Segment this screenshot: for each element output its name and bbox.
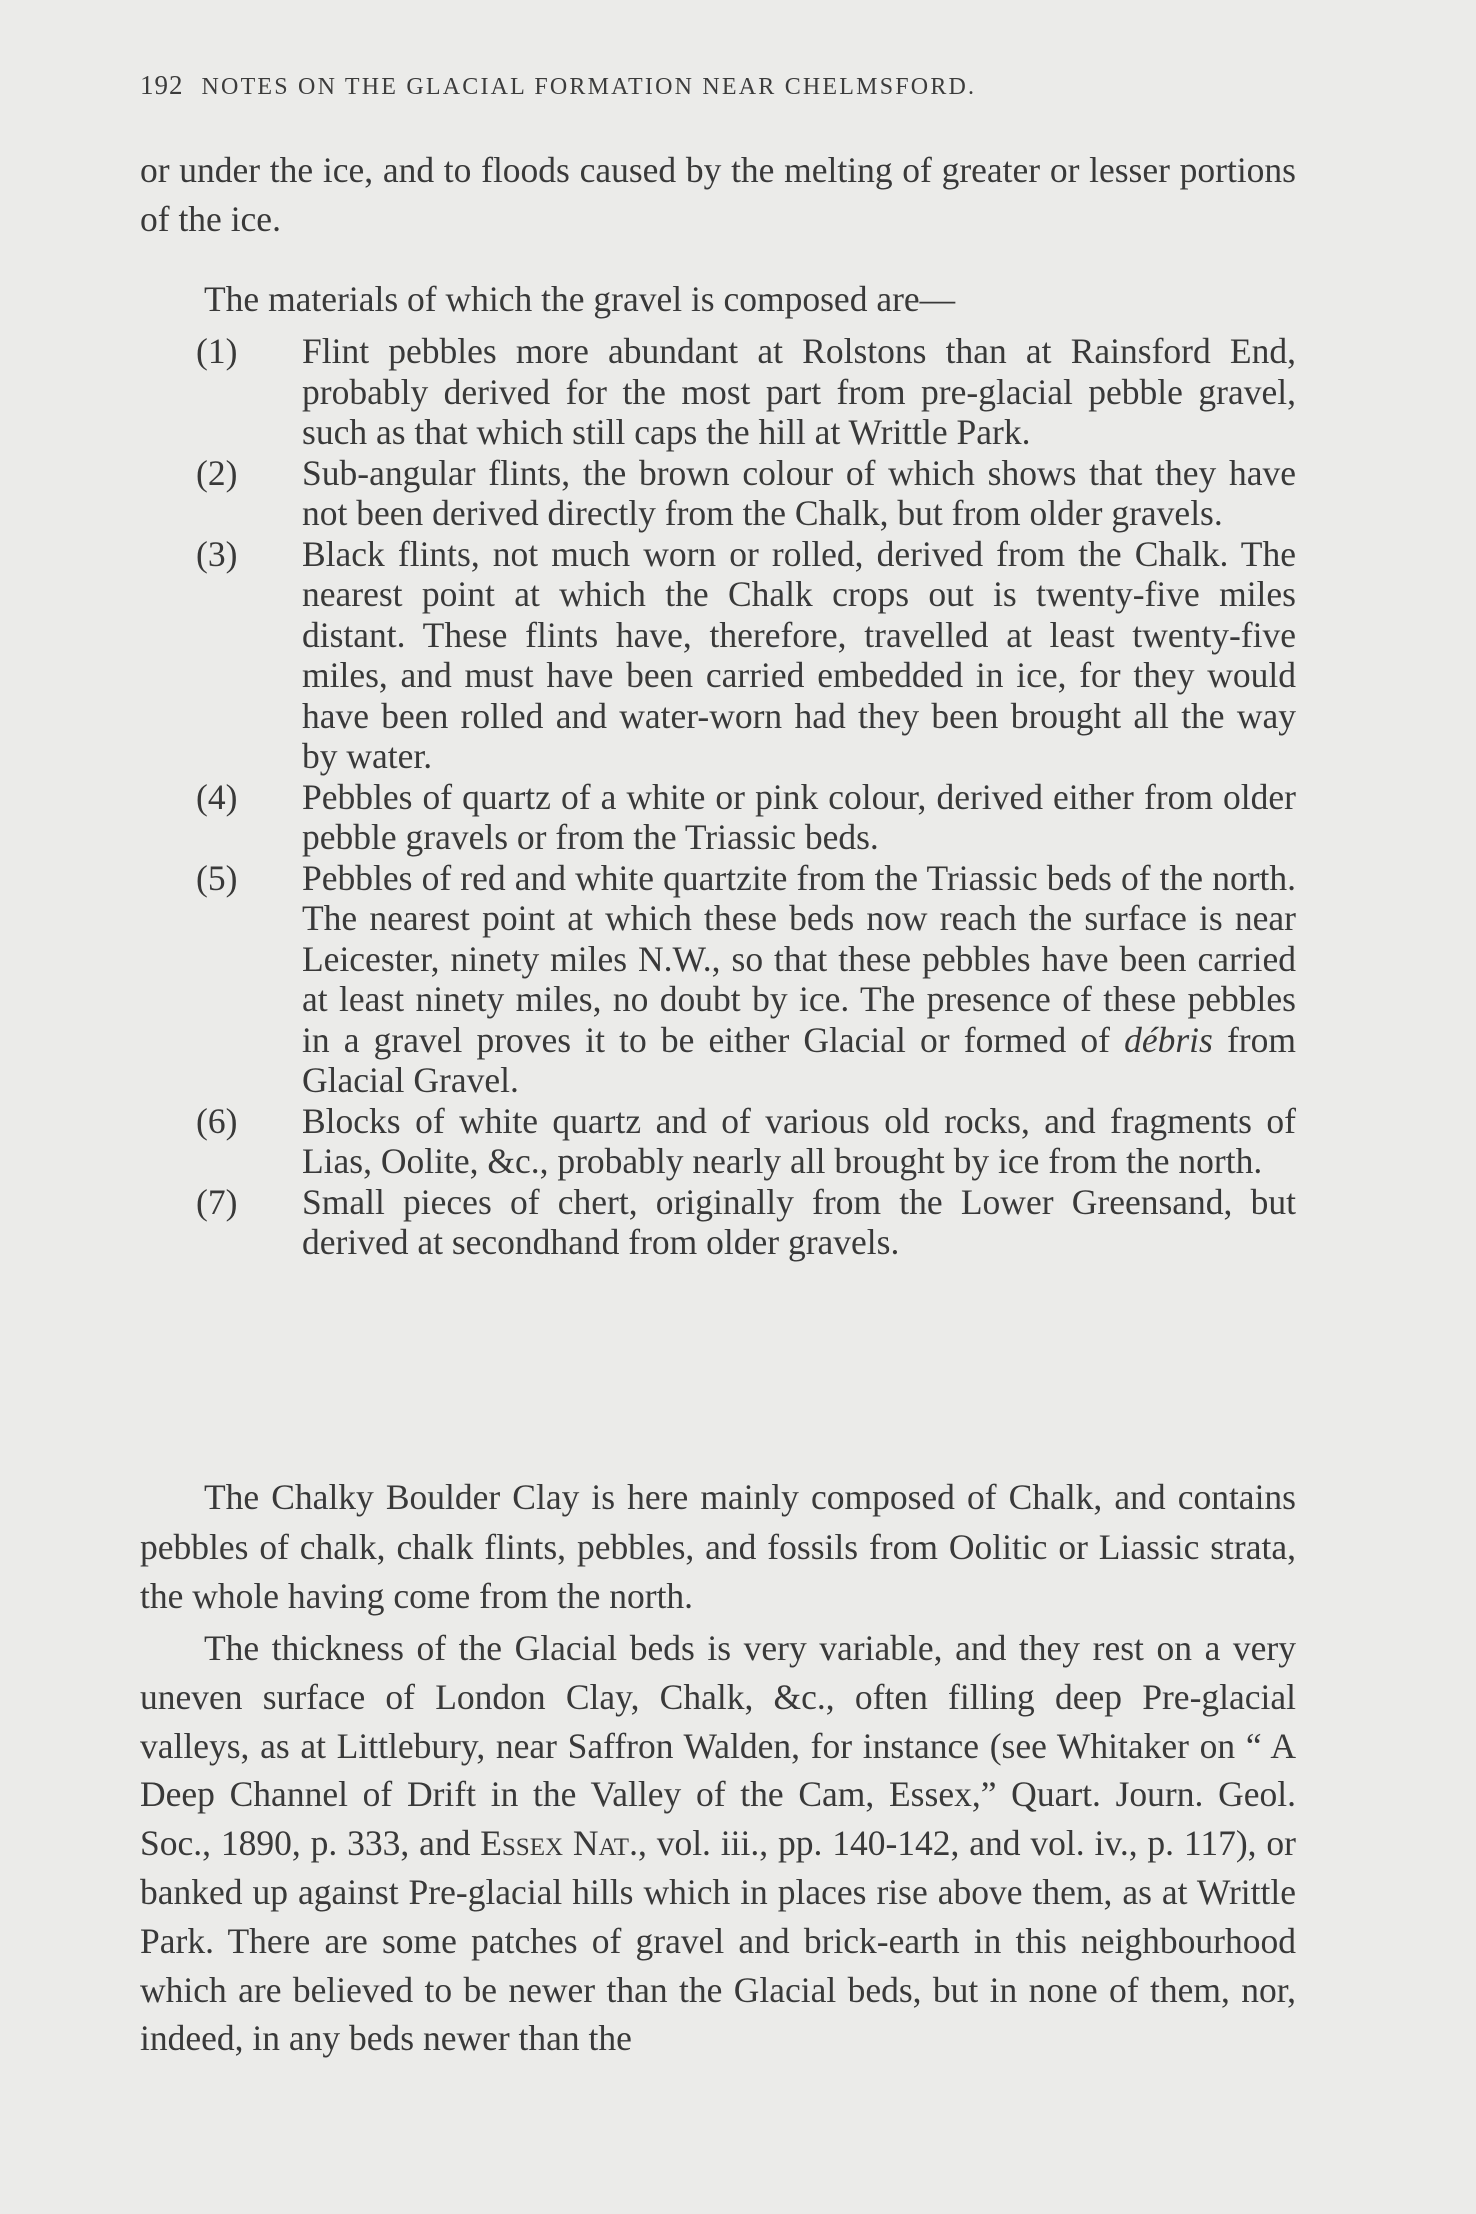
list-item-text-part: Pebbles of red and white quartzite from the Triassic beds of the north. The nearest point at which these beds now reach the surface is near Leicester, ninety miles N.W., so that these pebbles have been carried at least ninety miles, no doubt by ice. The presence of these pebbles in a gravel proves it to be either Glacial or formed of — [302, 857, 1296, 1060]
list-item-text: Small pieces of chert, originally from the Lower Greensand, but derived at secondhand from older gravels. — [302, 1181, 1296, 1262]
list-item — [140, 777, 1296, 858]
list-item — [140, 1182, 1296, 1263]
running-head-title: NOTES ON THE GLACIAL FORMATION NEAR CHELMSFORD. — [201, 74, 977, 100]
paragraph-text-part: , vol. iii., pp. 140-142, and vol. iv., p. 117), or banked up against Pre-glacial hills which in places rise above them, as at Writtle Park. There are some patches of gravel and brick-earth in this neighbourhood which are believed to be newer than the Glacial beds, but in none of them, nor, indeed, in any beds newer than the — [140, 1823, 1296, 2059]
materials-list — [140, 331, 1296, 1263]
list-item — [140, 1101, 1296, 1182]
italic-word: débris — [1124, 1019, 1213, 1060]
paragraph-text-part: The thickness of the Glacial beds is very variable, and they rest on a very uneven surface of London Clay, Chalk, &c., often filling deep Pre-glacial valleys, as at Littlebury, near Saffron Walden, for instance (see Whitaker on “ A Deep Channel of Drift in the Valley of the Cam, Essex,” Quart. Journ. Geol. Soc., 1890, p. 333, and — [140, 1628, 1296, 1864]
paragraph-continued: or under the ice, and to floods caused by the melting of greater or lesser portions of the ice. — [140, 150, 1296, 239]
list-item — [140, 331, 1296, 453]
paragraph-thickness — [140, 1624, 1296, 2063]
list-item-number: (3) — [196, 533, 238, 574]
journal-name: Essex Nat. — [480, 1823, 638, 1864]
list-item-number: (7) — [196, 1181, 238, 1222]
list-item-number: (4) — [196, 776, 238, 817]
running-head — [140, 70, 1300, 101]
list-item-text: Flint pebbles more abundant at Rolstons than at Rainsford End, probably derived for the most part from pre-glacial pebble gravel, such as that which still caps the hill at Writtle Park. — [302, 331, 1296, 452]
page-number: 192 — [140, 70, 184, 100]
list-item-text — [302, 858, 1296, 1101]
list-item-text-part: from Glacial Gravel. — [302, 1019, 1296, 1100]
list-item — [140, 858, 1296, 1101]
list-item-number: (5) — [196, 857, 238, 898]
list-item-text: Sub-angular flints, the brown colour of which shows that they have not been derived directly from the Chalk, but from older gravels. — [302, 452, 1296, 533]
list-item — [140, 453, 1296, 534]
list-item — [140, 534, 1296, 777]
list-item-number: (2) — [196, 452, 238, 493]
paragraph-materials-intro: The materials of which the gravel is composed are— — [204, 279, 956, 319]
paragraph-boulder-clay: The Chalky Boulder Clay is here mainly composed of Chalk, and contains pebbles of chalk, chalk flints, pebbles, and fossils from Oolitic or Liassic strata, the whole having come from the north. — [140, 1477, 1296, 1616]
list-item-text: Pebbles of quartz of a white or pink colour, derived either from older pebble gravels or from the Triassic beds. — [302, 776, 1296, 857]
list-item-number: (1) — [196, 331, 238, 371]
list-item-text: Blocks of white quartz and of various old rocks, and fragments of Lias, Oolite, &c., probably nearly all brought by ice from the north. — [302, 1100, 1296, 1181]
list-item-text: Black flints, not much worn or rolled, derived from the Chalk. The nearest point at which the Chalk crops out is twenty-five miles distant. These flints have, therefore, travelled at least twenty-five miles, and must have been carried embedded in ice, for they would have been rolled and water-worn had they been brought all the way by water. — [302, 533, 1296, 776]
list-item-number: (6) — [196, 1100, 238, 1141]
